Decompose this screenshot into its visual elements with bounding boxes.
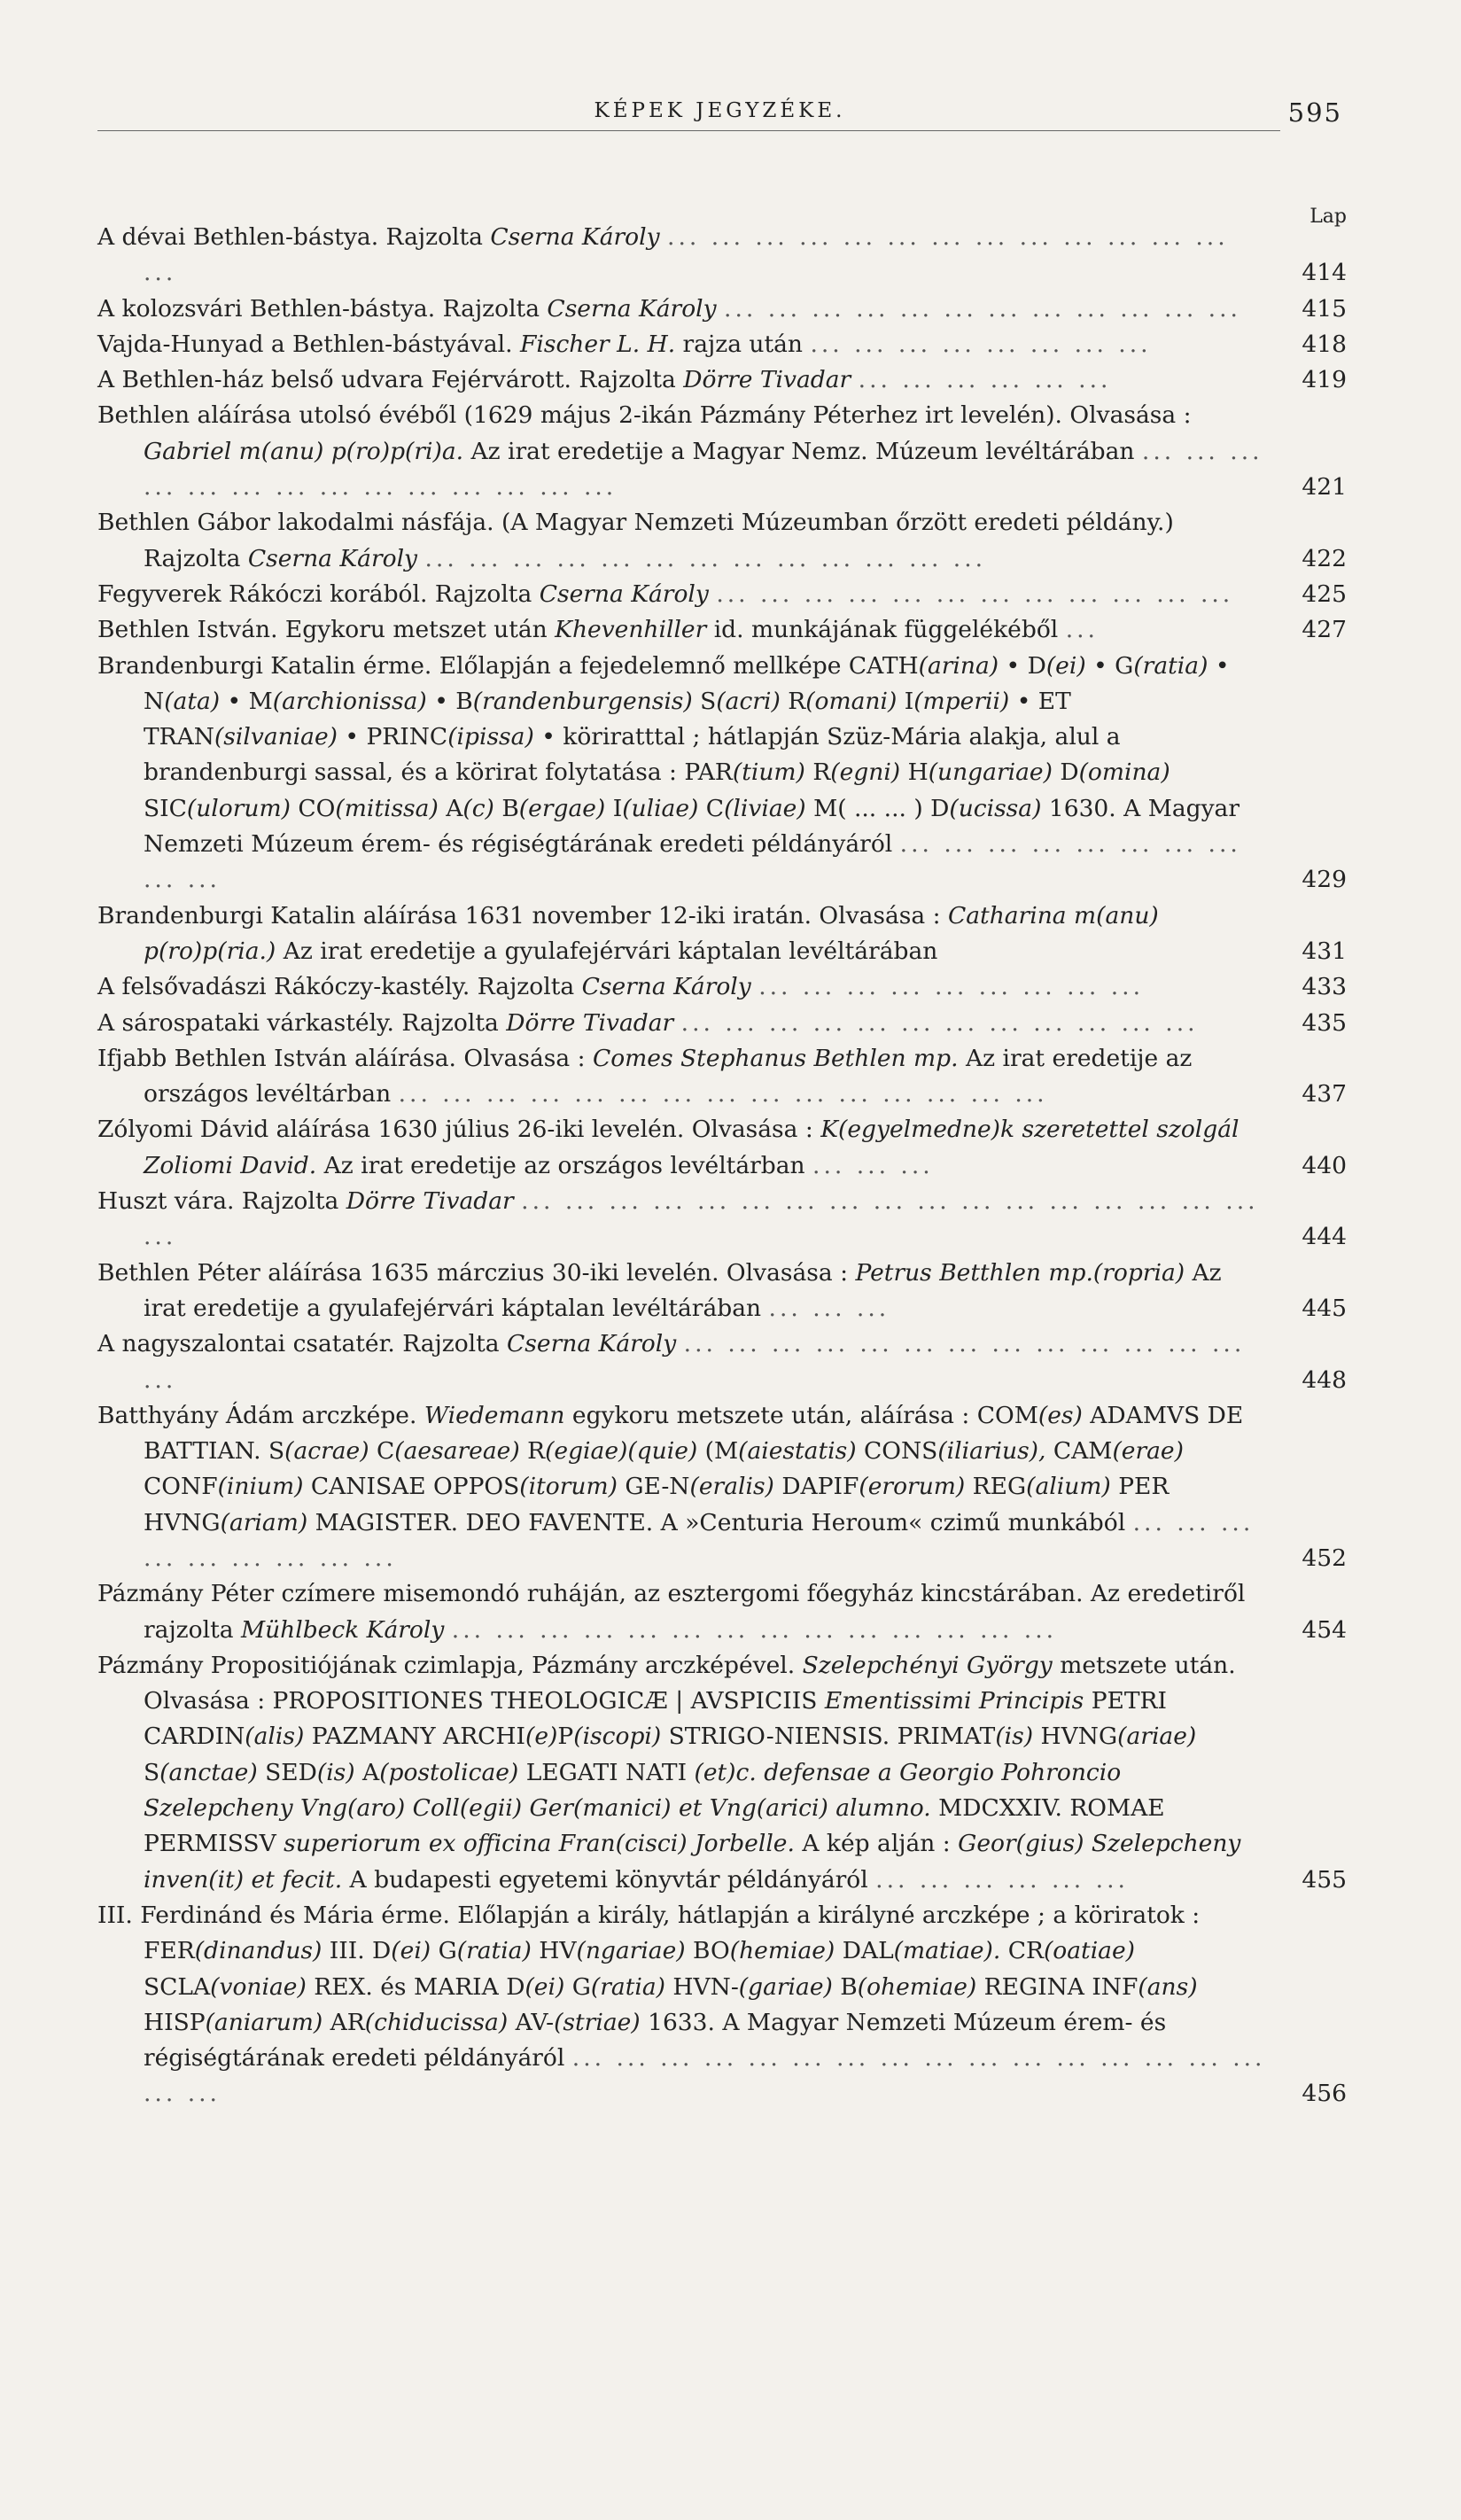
list-item [97,1184,1347,1256]
entry-text: Pázmány Propositiójának czimlapja, Pázmány arczképével. Szelepchényi György metszete után. Olvasása : PROPOSITIONES THEOLOGICÆ | AVSPICIIS Ementissimi Principis PETRI CARDIN(alis) PAZMANY ARCHI(e)P(iscopi) STRIGO-NIENSIS. PRIMAT(is) HVNG(ariae) S(anctae) SED(is) A(postolicae) LEGATI NATI (et)c. defensae a Georgio Pohroncio Szelepcheny Vng(aro) Coll(egii) Ger(manici) et Vng(arici) alumno. MDCXXIV. ROMAE PERMISSV superiorum ex officina Fran(cisci) Jorbelle. A kép alján : Geor(gius) Szelepcheny inven(it) et fecit. A budapesti egyetemi könyvtár példányáról ... ... ... ... ... ... [97,1651,1241,1894]
entry-page-number: 455 [1302,1865,1347,1894]
list-item [97,292,1347,327]
entry-page-number: 429 [1302,866,1347,894]
entry-text: A kolozsvári Bethlen-bástya. Rajzolta Cserna Károly ... ... ... ... ... ... ... ... ... ... ... ... [97,294,1241,323]
entry-text: Vajda-Hunyad a Bethlen-bástyával. Fischer L. H. rajza után ... ... ... ... ... ... ... ... [97,330,1152,358]
running-header [97,99,1342,135]
list-item [97,1006,1347,1041]
entry-page-number: 454 [1302,1615,1347,1644]
entry-text: A nagyszalontai csatatér. Rajzolta Cserna Károly ... ... ... ... ... ... ... ... ... ... ... ... ... ... [97,1330,1246,1394]
entry-text: Brandenburgi Katalin aláírása 1631 november 12-iki iratán. Olvasása : Catharina m(anu) p(ro)p(ria.) Az irat eredetije a gyulafejérvári káptalan levéltárában [97,901,1159,965]
entry-text: Fegyverek Rákóczi korából. Rajzolta Cserna Károly ... ... ... ... ... ... ... ... ... ... ... ... [97,579,1234,608]
entry-text: Bethlen Gábor lakodalmi násfája. (A Magyar Nemzeti Múzeumban őrzött eredeti példány.) Rajzolta Cserna Károly ... ... ... ... ... ... ... ... ... ... ... ... ... [97,509,1174,572]
entry-text: Pázmány Péter czímere misemondó ruháján, az esztergomi főegyház kincstárában. Az eredetiről rajzolta Mühlbeck Károly ... ... ... ... ... ... ... ... ... ... ... ... ... ... [97,1580,1246,1644]
list-item [97,1256,1347,1327]
list-item [97,612,1347,648]
entry-text: Zólyomi Dávid aláírása 1630 július 26-iki levelén. Olvasása : K(egyelmedne)k szeretettel szolgál Zoliomi David. Az irat eredetije az országos levéltárban ... ... ... [97,1116,1240,1179]
header-title-text: KÉPEK JEGYZÉKE. [582,99,859,122]
list-item [97,649,1347,898]
entries-list [97,220,1347,2112]
entry-text: Batthyány Ádám arczképe. Wiedemann egykoru metszete után, aláírása : COM(es) ADAMVS DE BATTIAN. S(acrae) C(aesareae) R(egiae)(quie) (M(aiestatis) CONS(iliarius), CAM(erae) CONF(inium) CANISAE OPPOS(itorum) GE-N(eralis) DAPIF(erorum) REG(alium) PER HVNG(ariam) MAGISTER. DEO FAVENTE. A »Centuria Heroum« czimű munkából ... ... ... ... ... ... ... ... ... [97,1401,1255,1572]
entry-page-number: 418 [1302,330,1347,358]
entry-text: III. Ferdinánd és Mária érme. Előlapján a király, hátlapján a királyné arczképe ; a köriratok : FER(dinandus) III. D(ei) G(ratia) HV(ngariae) BO(hemiae) DAL(matiae). CR(oatiae) SCLA(voniae) REX. és MARIA D(ei) G(ratia) HVN-(gariae) B(ohemiae) REGINA INF(ans) HISP(aniarum) AR(chiducissa) AV-(striae) 1633. A Magyar Nemzeti Múzeum érem- és régiségtárának eredeti példányáról ... ... ... ... ... ... ... ... ... ... ... ... ... ... ... ... ... ... [97,1901,1266,2108]
entry-page-number: 435 [1302,1008,1347,1037]
list-item [97,398,1347,505]
list-item [97,362,1347,398]
entry-page-number: 425 [1302,579,1347,608]
list-item [97,577,1347,612]
entry-page-number: 431 [1302,937,1347,965]
entry-page-number: 448 [1302,1365,1347,1394]
column-heading: Lap [1309,206,1347,228]
entry-text: A sárospataki várkastély. Rajzolta Dörre Tivadar ... ... ... ... ... ... ... ... ... ... ... ... [97,1008,1199,1037]
entry-text: A dévai Bethlen-bástya. Rajzolta Cserna Károly ... ... ... ... ... ... ... ... ... ... ... ... ... ... [97,223,1229,287]
entry-page-number: 427 [1302,616,1347,644]
entry-text: Huszt vára. Rajzolta Dörre Tivadar ... ... ... ... ... ... ... ... ... ... ... ... ... ... ... ... ... ... [97,1187,1259,1251]
list-item [97,1648,1347,1898]
list-item [97,969,1347,1005]
list-item [97,1041,1347,1113]
list-item [97,1576,1347,1648]
entry-page-number: 444 [1302,1223,1347,1251]
entry-page-number: 452 [1302,1544,1347,1572]
entry-page-number: 422 [1302,544,1347,572]
list-item [97,898,1347,970]
list-item [97,1112,1347,1184]
entry-page-number: 433 [1302,973,1347,1001]
header-rule [97,130,1280,131]
header-title [97,99,1342,122]
entry-text: Brandenburgi Katalin érme. Előlapján a fejedelemnő mellképe CATH(arina) • D(ei) • G(ratia) • N(ata) • M(archionissa) • B(randenburgensis) S(acri) R(omani) I(mperii) • ET TRAN(silvaniae) • PRINC(ipissa) • köriratttal ; hátlapján Szüz-Mária alakja, alul a brandenburgi sassal, és a körirat folytatása : PAR(tium) R(egni) H(ungariae) D(omina) SIC(ulorum) CO(mitissa) A(c) B(ergae) I(uliae) C(liviae) M( ... ... ) D(ucissa) 1630. A Magyar Nemzeti Múzeum érem- és régiségtárának eredeti példányáról ... ... ... ... ... ... ... ... ... ... [97,651,1241,894]
entry-page-number: 415 [1302,294,1347,323]
entry-text: Bethlen Péter aláírása 1635 márczius 30-iki levelén. Olvasása : Petrus Betthlen mp.(ropria) Az irat eredetije a gyulafejérvári káptalan levéltárában ... ... ... [97,1258,1222,1322]
entry-page-number: 419 [1302,366,1347,394]
entry-text: Bethlen aláírása utolsó évéből (1629 május 2-ikán Pázmány Péterhez irt levelén). Olvasása : Gabriel m(anu) p(ro)p(ri)a. Az irat eredetije a Magyar Nemz. Múzeum levéltárában ... ... ... ... ... ... ... ... ... ... ... ... ... ... [97,401,1263,502]
entry-text: Ifjabb Bethlen István aláírása. Olvasása : Comes Stephanus Bethlen mp. Az irat eredetije az országos levéltárban ... ... ... ... ... ... ... ... ... ... ... ... ... ... ... [97,1044,1193,1108]
entry-page-number: 456 [1302,2080,1347,2108]
entry-page-number: 445 [1302,1294,1347,1322]
entry-page-number: 414 [1302,259,1347,287]
list-item [97,327,1347,362]
list-item [97,1326,1347,1398]
entry-page-number: 421 [1302,473,1347,502]
entry-text: A felsővadászi Rákóczy-kastély. Rajzolta Cserna Károly ... ... ... ... ... ... ... ... ... [97,973,1145,1001]
entry-text: A Bethlen-ház belső udvara Fejérvárott. Rajzolta Dörre Tivadar ... ... ... ... ... ... [97,366,1112,394]
list-item [97,1398,1347,1576]
entry-page-number: 440 [1302,1151,1347,1179]
list-item [97,505,1347,577]
page-number: 595 [1287,97,1342,128]
list-item [97,1898,1347,2112]
entry-text: Bethlen István. Egykoru metszet után Khevenhiller id. munkájának függelékéből ... [97,616,1099,644]
entry-page-number: 437 [1302,1080,1347,1108]
list-item [97,220,1347,292]
